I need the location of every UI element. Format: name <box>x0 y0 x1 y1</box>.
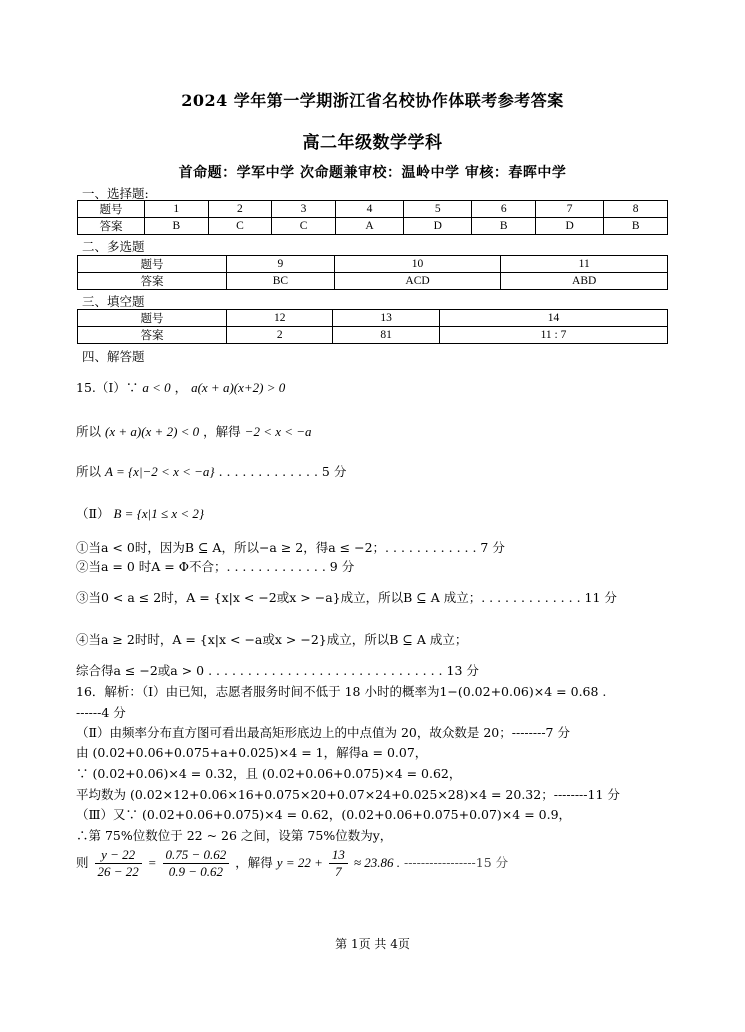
text: ， <box>174 380 188 395</box>
answer-cell: 81 <box>333 327 439 344</box>
question-number: 10 <box>334 256 501 273</box>
row-label: 答案 <box>78 218 145 235</box>
question-number: 1 <box>145 201 209 218</box>
numerator: y − 22 <box>95 847 142 864</box>
numerator: 13 <box>329 847 348 864</box>
q15-line-8: ④当a ≥ 2时时，A = {x|x < −a或x > −2}成立，所以B ⊆ A 成立； <box>76 632 468 647</box>
section2-table <box>77 255 668 290</box>
table-row <box>78 201 668 218</box>
answer-cell: BC <box>227 273 335 290</box>
fraction <box>163 847 230 880</box>
answer-cell: ACD <box>334 273 501 290</box>
question-number: 5 <box>404 201 472 218</box>
question-number: 11 <box>501 256 668 273</box>
text: 15.（Ⅰ）∵ <box>76 380 139 395</box>
denominator: 26 − 22 <box>97 864 139 879</box>
q15-line-4 <box>76 504 204 522</box>
math: A = {x|−2 < x < −a} <box>105 464 215 479</box>
answer-cell: B <box>472 218 536 235</box>
question-number: 3 <box>272 201 336 218</box>
text: ，解得 <box>235 855 273 870</box>
page-subtitle: 高二年级数学学科 <box>302 133 443 153</box>
q15-line-1 <box>76 378 285 396</box>
table-row <box>78 310 668 327</box>
text: （Ⅱ） <box>76 506 110 521</box>
question-number: 8 <box>604 201 668 218</box>
section4-heading: 四、解答题 <box>82 349 145 364</box>
q15-line-5: ①当a < 0时，因为B ⊆ A，所以−a ≥ 2，得a ≤ −2；. . . . . . . . . . . . 7 分 <box>76 540 505 555</box>
answer-cell: B <box>145 218 209 235</box>
q16-line-9 <box>76 847 508 880</box>
text: -----------------15 分 <box>403 855 509 870</box>
question-number: 9 <box>227 256 335 273</box>
answer-cell: 11 : 7 <box>439 327 667 344</box>
answer-cell: A <box>335 218 403 235</box>
answer-cell: C <box>272 218 336 235</box>
denominator: 7 <box>335 864 342 879</box>
section1-table <box>77 200 668 235</box>
q16-line-3: （Ⅱ）由频率分布直方图可看出最高矩形底边上的中点值为 20，故众数是 20；--------7 分 <box>76 725 570 740</box>
denominator: 0.9 − 0.62 <box>168 864 224 879</box>
q15-line-6: ②当a = 0 时A = Φ不合；. . . . . . . . . . . . . 9 分 <box>76 559 355 574</box>
q16-line-2: ------4 分 <box>76 705 126 720</box>
math: (x + a)(x + 2) < 0 <box>105 424 200 439</box>
math: −2 < x < −a <box>244 424 312 439</box>
authors-line: 首命题：学军中学 次命题兼审校：温岭中学 审核：春晖中学 <box>178 165 567 181</box>
equals-sign: = <box>147 855 157 870</box>
question-number: 14 <box>439 310 667 327</box>
math: B = {x|1 ≤ x < 2} <box>113 506 205 521</box>
row-label: 答案 <box>78 327 227 344</box>
row-label: 题号 <box>78 310 227 327</box>
math: y = 22 + <box>276 855 323 870</box>
text: ，解得 <box>203 424 241 439</box>
section2-heading: 二、多选题 <box>82 239 145 254</box>
answer-cell: ABD <box>501 273 668 290</box>
question-number: 13 <box>333 310 439 327</box>
fraction <box>329 847 348 880</box>
math: a < 0 <box>142 380 171 395</box>
section1-heading: 一、选择题: <box>82 186 149 201</box>
fraction <box>95 847 142 880</box>
q16-line-7: （Ⅲ）又∵ (0.02+0.06+0.075)×4 = 0.62，(0.02+0.06+0.075+0.07)×4 = 0.9， <box>76 807 572 822</box>
q15-line-7: ③当0 < a ≤ 2时，A = {x|x < −2或x > −a}成立，所以B ⊆ A 成立；. . . . . . . . . . . . . 11 分 <box>76 590 617 605</box>
text: 则 <box>76 855 89 870</box>
table-row <box>78 256 668 273</box>
question-number: 6 <box>472 201 536 218</box>
q16-line-6: 平均数为 (0.02×12+0.06×16+0.075×20+0.07×24+0.025×28)×4 = 20.32；--------11 分 <box>76 787 620 802</box>
math: a(x + a)(x+2) > 0 <box>191 380 286 395</box>
q16-line-5: ∵ (0.02+0.06)×4 = 0.32，且 (0.02+0.06+0.075)×4 = 0.62， <box>76 766 462 781</box>
section3-table <box>77 309 668 344</box>
answer-cell: B <box>604 218 668 235</box>
numerator: 0.75 − 0.62 <box>163 847 230 864</box>
table-row <box>78 327 668 344</box>
table-row <box>78 218 668 235</box>
section3-heading: 三、填空题 <box>82 294 145 309</box>
row-label: 答案 <box>78 273 227 290</box>
row-label: 题号 <box>78 256 227 273</box>
page-footer: 第 1页 共 4页 <box>335 937 410 951</box>
q15-line-9: 综合得a ≤ −2或a > 0 . . . . . . . . . . . . . . . . . . . . . . . . . . . . . . 13 分 <box>76 663 479 678</box>
text: 所以 <box>76 464 102 479</box>
q15-line-3 <box>76 462 346 480</box>
answer-cell: 2 <box>227 327 333 344</box>
q16-line-4: 由 (0.02+0.06+0.075+a+0.025)×4 = 1，解得a = 0.07， <box>76 745 428 760</box>
row-label: 题号 <box>78 201 145 218</box>
text: . . . . . . . . . . . . . 5 分 <box>218 464 347 479</box>
page-title: 2024 学年第一学期浙江省名校协作体联考参考答案 <box>181 91 564 110</box>
question-number: 4 <box>335 201 403 218</box>
q16-line-1: 16．解析：（Ⅰ）由已知，志愿者服务时间不低于 18 小时的概率为1−(0.02+0.06)×4 = 0.68 . <box>76 684 607 699</box>
question-number: 12 <box>227 310 333 327</box>
question-number: 2 <box>208 201 272 218</box>
text: 所以 <box>76 424 102 439</box>
q16-line-8: ∴第 75%位数位于 22 ~ 26 之间，设第 75%位数为y， <box>76 828 393 843</box>
answer-cell: C <box>208 218 272 235</box>
q15-line-2 <box>76 422 312 440</box>
math: ≈ 23.86 . <box>353 855 400 870</box>
answer-cell: D <box>536 218 604 235</box>
answer-cell: D <box>404 218 472 235</box>
question-number: 7 <box>536 201 604 218</box>
table-row <box>78 273 668 290</box>
